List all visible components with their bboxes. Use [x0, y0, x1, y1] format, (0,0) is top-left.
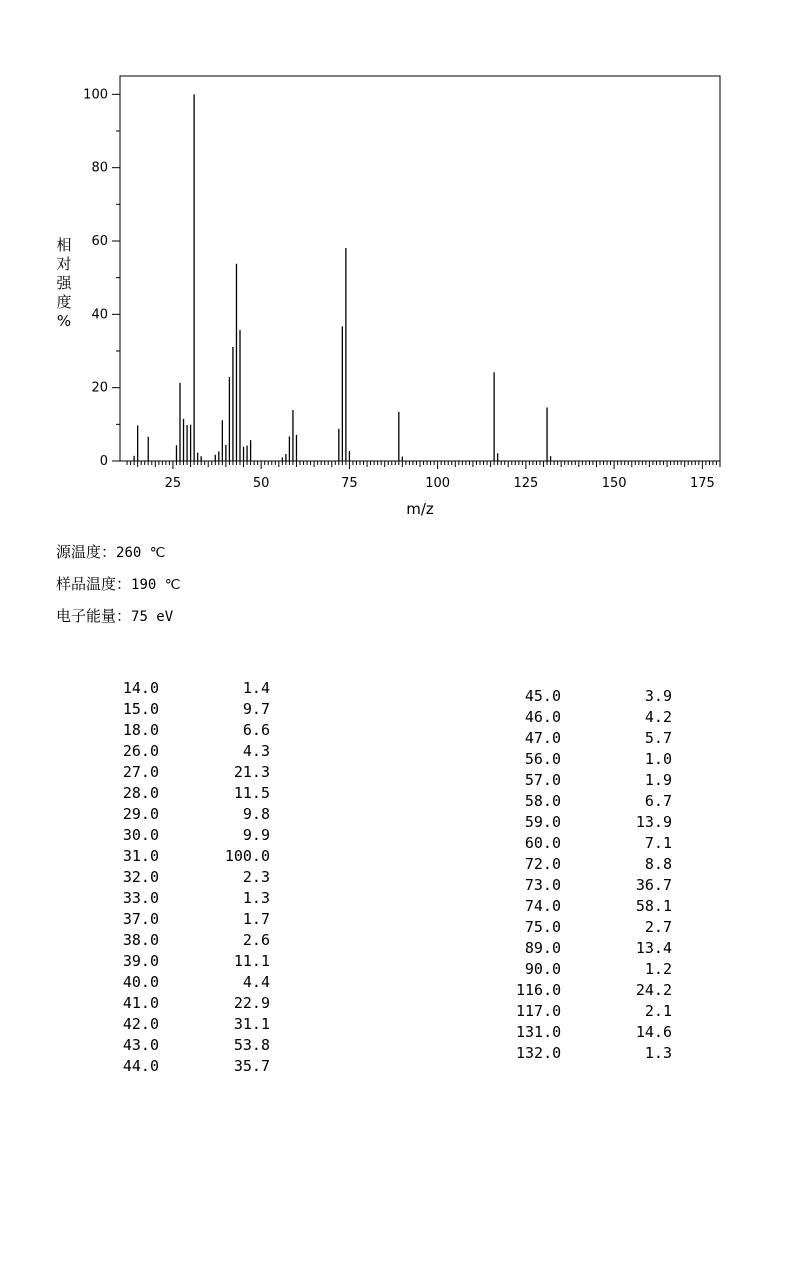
abundance-value: 8.8: [644, 855, 672, 873]
abundance-value: 21.3: [233, 763, 270, 781]
abundance-value: 3.9: [644, 687, 672, 705]
abundance-value: 6.6: [242, 721, 270, 739]
mz-value: 58.0: [524, 792, 561, 810]
table-row: [516, 833, 686, 854]
x-tick-label: 50: [252, 476, 270, 491]
mz-value: 29.0: [122, 805, 159, 823]
abundance-value: 11.1: [233, 952, 270, 970]
table-row: [114, 825, 284, 846]
y-tick-label: 80: [91, 160, 108, 176]
mz-value: 45.0: [524, 687, 561, 705]
table-row: [516, 875, 686, 896]
table-row: [114, 972, 284, 993]
mz-value: 44.0: [122, 1057, 159, 1075]
mz-value: 47.0: [524, 729, 561, 747]
mz-value: 27.0: [122, 763, 159, 781]
table-row: [516, 728, 686, 749]
mz-value: 18.0: [122, 721, 159, 739]
plot-frame: [120, 76, 720, 461]
peak-table-left: [114, 678, 284, 1077]
abundance-value: 4.2: [644, 708, 672, 726]
abundance-value: 2.1: [644, 1002, 672, 1020]
mz-value: 56.0: [524, 750, 561, 768]
abundance-value: 35.7: [233, 1057, 270, 1075]
mz-value: 57.0: [524, 771, 561, 789]
table-row: [114, 804, 284, 825]
abundance-value: 2.6: [242, 931, 270, 949]
table-row: [516, 854, 686, 875]
table-row: [516, 959, 686, 980]
table-row: [114, 1035, 284, 1056]
table-row: [516, 917, 686, 938]
table-row: [516, 686, 686, 707]
abundance-value: 4.4: [242, 973, 270, 991]
abundance-value: 100.0: [224, 847, 270, 865]
table-row: [114, 678, 284, 699]
mz-value: 33.0: [122, 889, 159, 907]
table-row: [114, 1014, 284, 1035]
abundance-value: 11.5: [233, 784, 270, 802]
table-row: [114, 867, 284, 888]
mz-value: 73.0: [524, 876, 561, 894]
abundance-value: 7.1: [644, 834, 672, 852]
source-temperature-label: 源温度：: [56, 543, 117, 561]
abundance-value: 13.9: [635, 813, 672, 831]
peak-table-right: [516, 686, 686, 1064]
electron-energy-value: 75 eV: [131, 609, 174, 625]
abundance-value: 22.9: [233, 994, 270, 1012]
abundance-value: 1.0: [644, 750, 672, 768]
mz-value: 30.0: [122, 826, 159, 844]
mz-value: 37.0: [122, 910, 159, 928]
abundance-value: 6.7: [644, 792, 672, 810]
x-axis: [127, 461, 720, 491]
abundance-value: 1.7: [242, 910, 270, 928]
table-row: [516, 980, 686, 1001]
electron-energy-label: 电子能量：: [56, 607, 132, 625]
mz-value: 38.0: [122, 931, 159, 949]
table-row: [516, 1022, 686, 1043]
table-row: [114, 762, 284, 783]
mz-value: 89.0: [524, 939, 561, 957]
mz-value: 132.0: [516, 1044, 562, 1062]
x-tick-label: 150: [601, 476, 627, 491]
source-temperature-line: [56, 541, 165, 562]
x-axis-title: m/z: [406, 500, 434, 518]
table-row: [114, 951, 284, 972]
mz-value: 59.0: [524, 813, 561, 831]
table-row: [114, 993, 284, 1014]
table-row: [114, 783, 284, 804]
table-row: [516, 707, 686, 728]
x-tick-label: 75: [341, 476, 358, 491]
mz-value: 28.0: [122, 784, 159, 802]
mz-value: 14.0: [122, 679, 159, 697]
peak-bars: [134, 94, 550, 461]
abundance-value: 9.7: [242, 700, 270, 718]
mz-value: 31.0: [122, 847, 159, 865]
electron-energy-line: [56, 605, 173, 626]
abundance-value: 13.4: [635, 939, 672, 957]
abundance-value: 1.3: [644, 1044, 672, 1062]
mz-value: 74.0: [524, 897, 561, 915]
table-row: [114, 846, 284, 867]
table-row: [516, 1043, 686, 1064]
mz-value: 39.0: [122, 952, 159, 970]
table-row: [114, 1056, 284, 1077]
table-row: [114, 699, 284, 720]
table-row: [114, 909, 284, 930]
abundance-value: 31.1: [233, 1015, 270, 1033]
table-row: [516, 749, 686, 770]
mz-value: 42.0: [122, 1015, 159, 1033]
abundance-value: 9.8: [242, 805, 270, 823]
abundance-value: 1.4: [242, 679, 270, 697]
mz-value: 75.0: [524, 918, 561, 936]
y-tick-label: 20: [91, 380, 108, 396]
x-tick-label: 125: [513, 476, 539, 491]
y-axis-title-char: 强: [56, 274, 72, 292]
y-tick-label: 40: [91, 307, 108, 323]
mz-value: 131.0: [516, 1023, 562, 1041]
mz-value: 117.0: [516, 1002, 562, 1020]
abundance-value: 36.7: [635, 876, 672, 894]
abundance-value: 14.6: [635, 1023, 672, 1041]
mz-value: 72.0: [524, 855, 561, 873]
abundance-value: 1.3: [242, 889, 270, 907]
sample-temperature-label: 样品温度：: [56, 575, 132, 593]
x-tick-label: 25: [164, 476, 182, 491]
abundance-value: 1.2: [644, 960, 672, 978]
abundance-value: 2.7: [644, 918, 672, 936]
abundance-value: 53.8: [233, 1036, 270, 1054]
mz-value: 46.0: [524, 708, 561, 726]
table-row: [114, 720, 284, 741]
table-row: [516, 770, 686, 791]
abundance-value: 2.3: [242, 868, 270, 886]
table-row: [114, 930, 284, 951]
y-axis: [83, 87, 120, 469]
abundance-value: 1.9: [644, 771, 672, 789]
y-tick-label: 0: [99, 454, 108, 469]
mz-value: 43.0: [122, 1036, 159, 1054]
y-axis-title-char: 相: [56, 236, 72, 254]
abundance-value: 58.1: [635, 897, 672, 915]
abundance-value: 4.3: [242, 742, 270, 760]
mz-value: 116.0: [516, 981, 562, 999]
y-axis-title-char: %: [56, 312, 72, 330]
table-row: [516, 896, 686, 917]
mz-value: 15.0: [122, 700, 159, 718]
mz-value: 60.0: [524, 834, 561, 852]
table-row: [516, 791, 686, 812]
mz-value: 26.0: [122, 742, 159, 760]
table-row: [114, 888, 284, 909]
table-row: [516, 812, 686, 833]
mz-value: 32.0: [122, 868, 159, 886]
source-temperature-value: 260 ℃: [116, 545, 166, 561]
sample-temperature-value: 190 ℃: [131, 577, 181, 593]
y-tick-label: 60: [91, 234, 108, 249]
mz-value: 40.0: [122, 973, 159, 991]
mz-value: 90.0: [524, 960, 561, 978]
y-axis-title-char: 对: [56, 255, 72, 273]
x-tick-label: 175: [689, 476, 715, 491]
abundance-value: 24.2: [635, 981, 672, 999]
y-tick-label: 100: [83, 87, 108, 103]
table-row: [516, 938, 686, 959]
x-tick-label: 100: [425, 476, 451, 491]
table-row: [516, 1001, 686, 1022]
sample-temperature-line: [56, 573, 180, 594]
mz-value: 41.0: [122, 994, 159, 1012]
table-row: [114, 741, 284, 762]
y-axis-title: [56, 236, 72, 330]
mass-spectrum-chart: [0, 0, 794, 530]
y-axis-title-char: 度: [56, 293, 72, 311]
abundance-value: 5.7: [644, 729, 672, 747]
abundance-value: 9.9: [242, 826, 270, 844]
